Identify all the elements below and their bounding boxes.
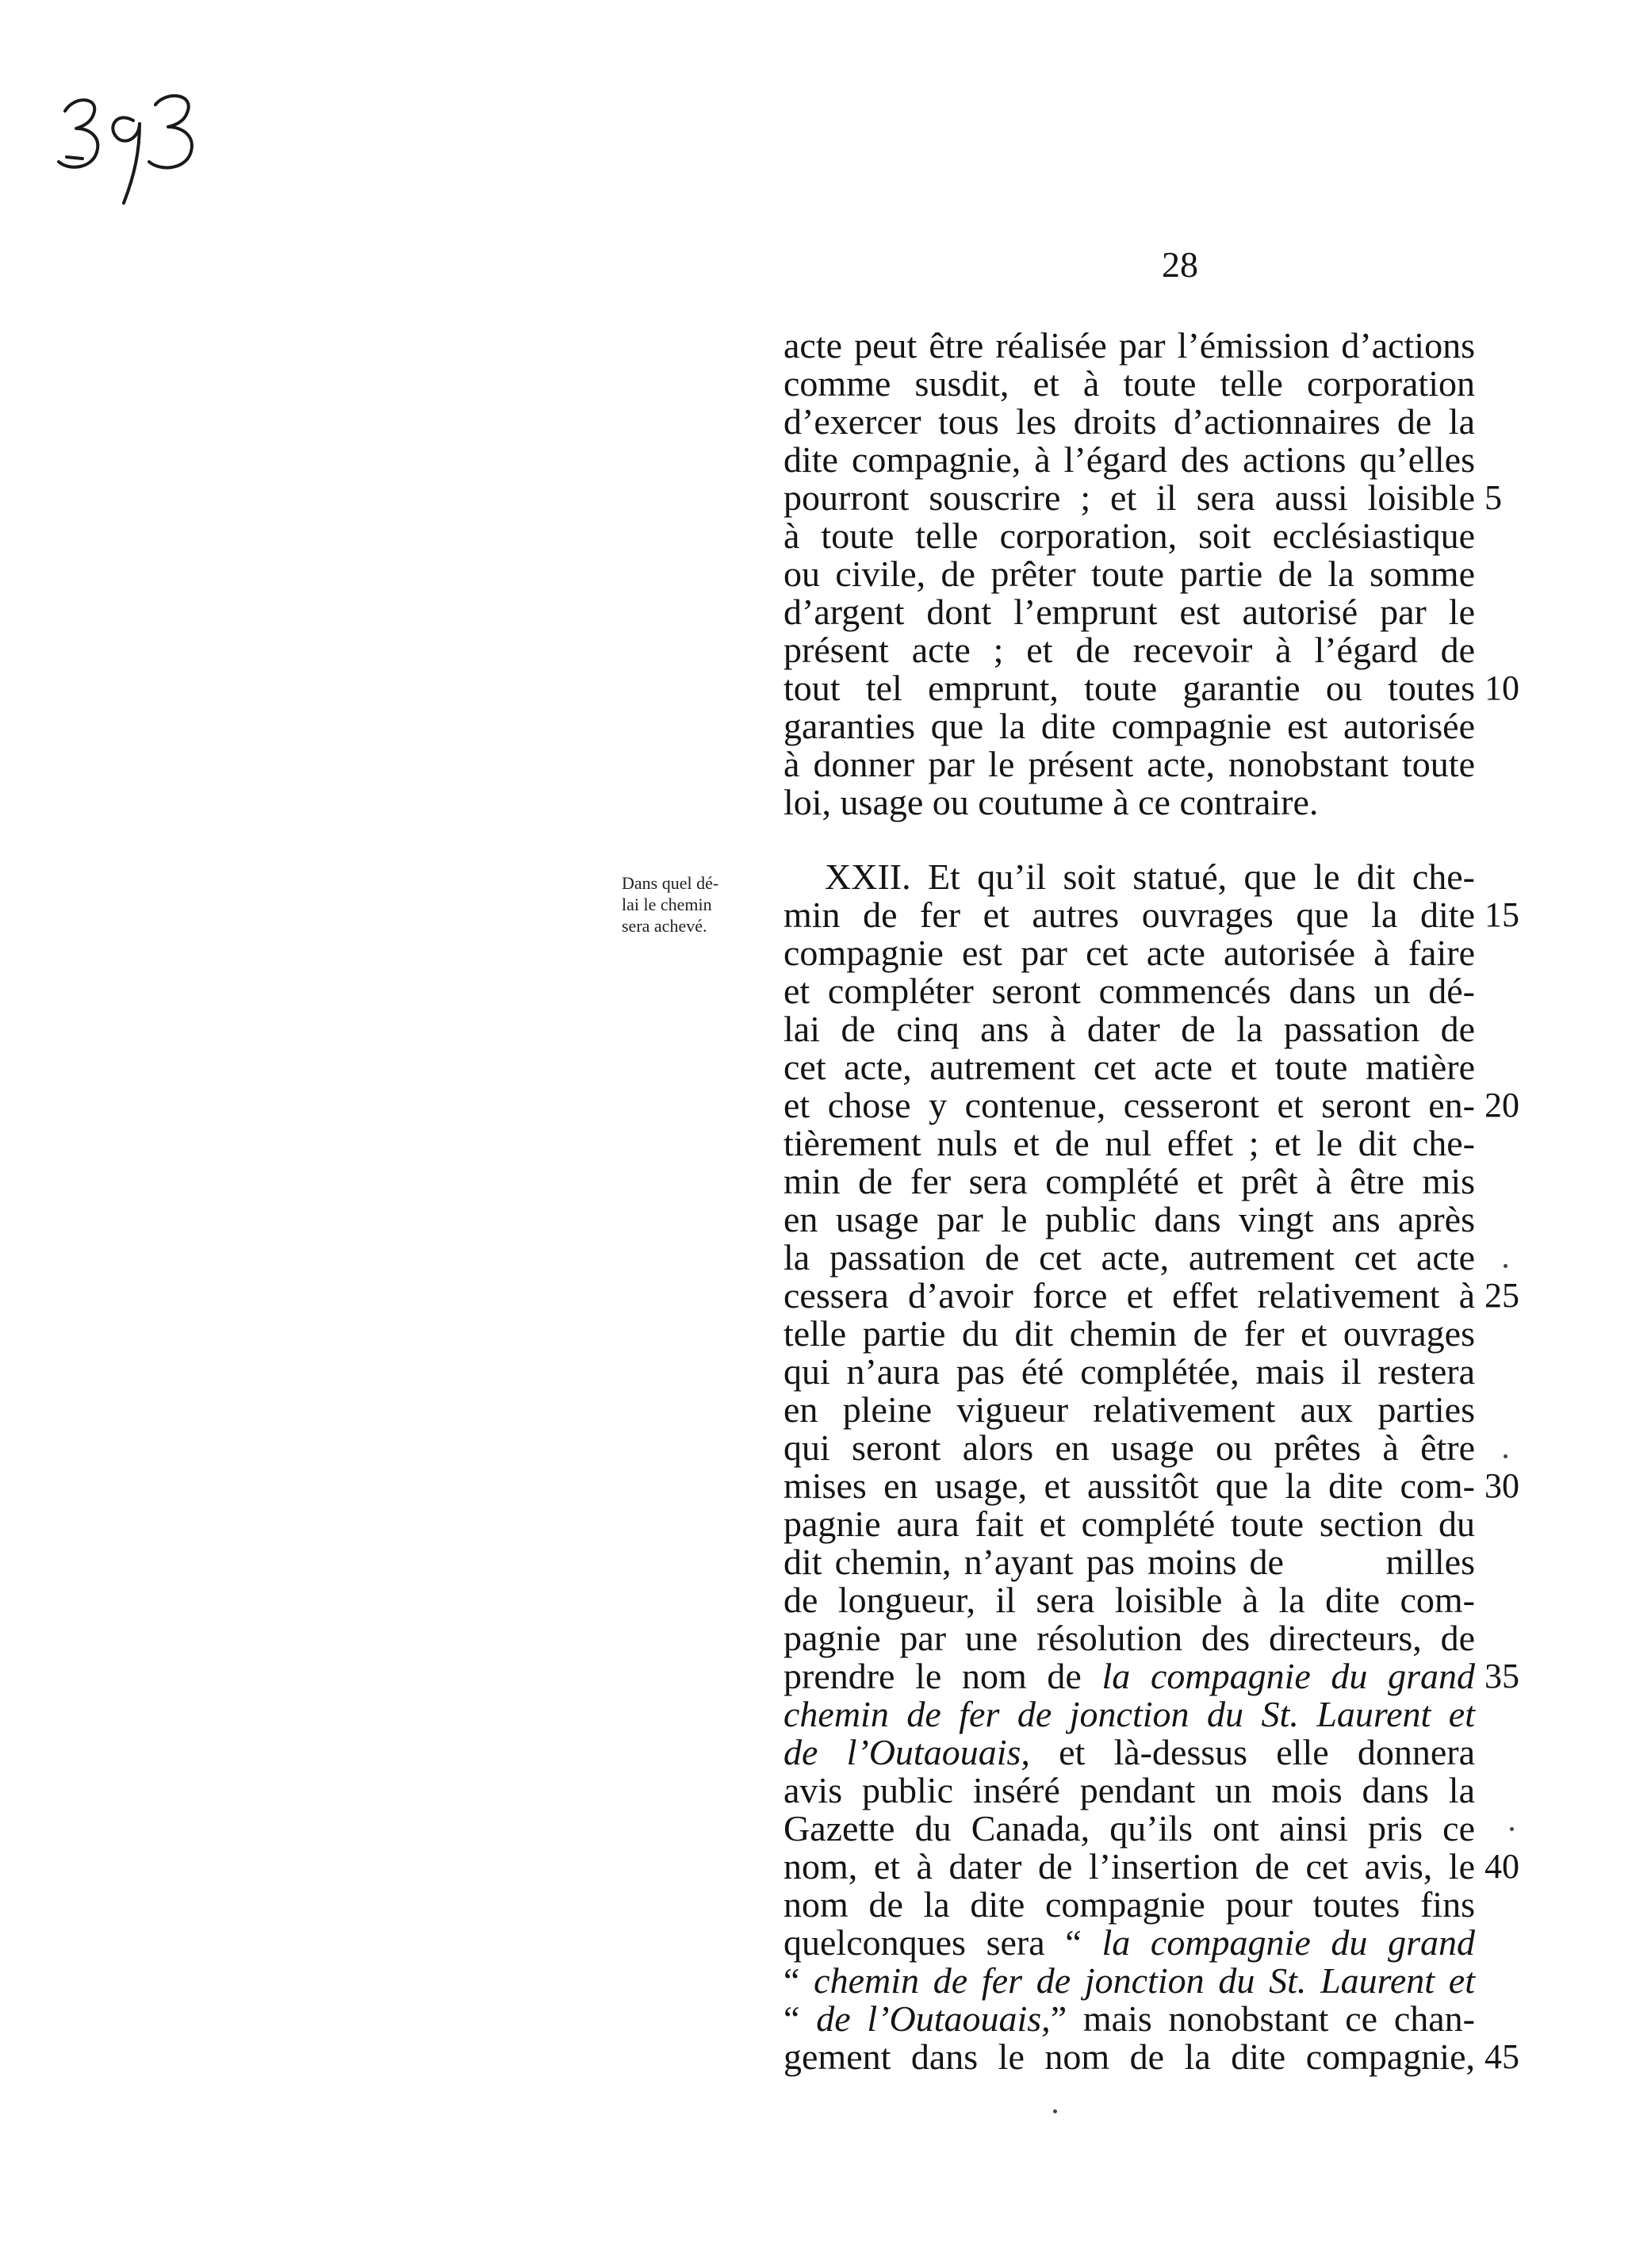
line-number: 10 xyxy=(1485,669,1519,707)
text-line: la passation de cet acte, autrement cet acte xyxy=(783,1237,1475,1278)
margin-note-line: Dans quel dé- xyxy=(622,873,719,893)
line-number: 40 xyxy=(1485,1847,1519,1886)
italic-company-name: chemin de fer de jonction du St. Laurent et xyxy=(783,1694,1475,1734)
text-line: telle partie du dit chemin de fer et ouvrages xyxy=(783,1313,1475,1354)
text-span: quelconques sera “ xyxy=(783,1922,1102,1963)
text-line: à donner par le présent acte, nonobstant toute xyxy=(783,744,1475,784)
text-line: ou civile, de prêter toute partie de la somme xyxy=(783,554,1475,594)
text-line: d’argent dont l’emprunt est autorisé par le xyxy=(783,592,1475,632)
handwritten-folio-393 xyxy=(51,79,225,214)
line-number: 15 xyxy=(1485,895,1519,934)
text-line: min de fer sera complété et prêt à être mis xyxy=(783,1161,1475,1201)
text-line: garanties que la dite compagnie est autorisée xyxy=(783,706,1475,746)
line-number: 20 xyxy=(1485,1086,1519,1124)
text-line: compagnie est par cet acte autorisée à faire xyxy=(783,933,1475,973)
text-line-mixed xyxy=(783,1962,1475,2000)
text-line-mixed xyxy=(783,1924,1475,1962)
text-span: “ xyxy=(783,1998,817,2039)
text-line: pourront souscrire ; et il sera aussi loisible xyxy=(783,477,1475,518)
text-line: min de fer et autres ouvrages que la dite xyxy=(783,895,1475,935)
text-line: de longueur, il sera loisible à la dite com- xyxy=(783,1580,1475,1620)
text-line: acte peut être réalisée par l’émission d’actions xyxy=(783,325,1475,366)
page-number: 28 xyxy=(1162,244,1198,285)
section-heading-line: XXII. Et qu’il soit statué, que le dit che- xyxy=(825,856,1475,897)
text-line: gement dans le nom de la dite compagnie, xyxy=(783,2036,1475,2077)
text-span: “ xyxy=(783,1960,814,2001)
print-speck xyxy=(1504,1454,1507,1458)
text-span: ” mais nonobstant ce chan- xyxy=(1050,1998,1475,2039)
text-line-italic xyxy=(783,1695,1475,1734)
text-line: tièrement nuls et de nul effet ; et le dit che- xyxy=(783,1123,1475,1163)
text-line: loi, usage ou coutume à ce contraire. xyxy=(783,782,1319,822)
italic-company-name: de l’Outaouais, xyxy=(783,1732,1030,1772)
text-line: qui n’aura pas été complétée, mais il restera xyxy=(783,1351,1475,1392)
italic-company-name: de l’Outaouais, xyxy=(816,1998,1051,2039)
line-number: 35 xyxy=(1485,1657,1519,1695)
text-line: pagnie par une résolution des directeurs, de xyxy=(783,1618,1475,1658)
text-line: qui seront alors en usage ou prêtes à être xyxy=(783,1427,1475,1468)
italic-company-name: chemin de fer de jonction du St. Laurent et xyxy=(814,1960,1475,2001)
text-line-mixed xyxy=(783,1734,1475,1772)
text-line: nom, et à dater de l’insertion de cet avis, le xyxy=(783,1846,1475,1887)
line-number: 30 xyxy=(1485,1466,1519,1505)
margin-note-line: sera achevé. xyxy=(622,916,707,936)
print-speck xyxy=(1510,1827,1514,1831)
text-line-mixed xyxy=(783,2000,1475,2038)
text-line: dit chemin, n’ayant pas moins de milles xyxy=(783,1542,1475,1582)
text-line: Gazette du Canada, qu’ils ont ainsi pris ce xyxy=(783,1808,1475,1848)
print-speck xyxy=(1504,1264,1507,1268)
text-line: tout tel emprunt, toute garantie ou toutes xyxy=(783,668,1475,708)
text-line-mixed xyxy=(783,1657,1475,1695)
text-line: dite compagnie, à l’égard des actions qu’elles xyxy=(783,439,1475,480)
text-line: en usage par le public dans vingt ans après xyxy=(783,1199,1475,1239)
text-span: prendre le nom de xyxy=(783,1656,1102,1696)
margin-note xyxy=(622,872,772,937)
text-line: cet acte, autrement cet acte et toute matière xyxy=(783,1047,1475,1087)
line-number: 25 xyxy=(1485,1276,1519,1315)
text-line: cessera d’avoir force et effet relativement à xyxy=(783,1275,1475,1316)
text-line: et compléter seront commencés dans un dé- xyxy=(783,971,1475,1011)
text-line: à toute telle corporation, soit ecclésiastique xyxy=(783,515,1475,556)
text-line: d’exercer tous les droits d’actionnaires de la xyxy=(783,401,1475,442)
text-line: pagnie aura fait et complété toute section du xyxy=(783,1504,1475,1544)
text-line: comme susdit, et à toute telle corporation xyxy=(783,363,1475,404)
italic-company-name: la compagnie du grand xyxy=(1101,1656,1475,1696)
line-number: 5 xyxy=(1485,478,1502,517)
text-line: et chose y contenue, cesseront et seront en- xyxy=(783,1085,1475,1125)
text-line: nom de la dite compagnie pour toutes fins xyxy=(783,1884,1475,1925)
margin-note-line: lai le chemin xyxy=(622,895,712,914)
text-line: lai de cinq ans à dater de la passation de xyxy=(783,1009,1475,1049)
italic-company-name: la compagnie du grand xyxy=(1101,1922,1476,1963)
text-line: présent acte ; et de recevoir à l’égard de xyxy=(783,630,1475,670)
line-number: 45 xyxy=(1485,2037,1519,2076)
print-speck xyxy=(1053,2109,1057,2113)
text-line: en pleine vigueur relativement aux parties xyxy=(783,1389,1475,1430)
text-span: et là-dessus elle donnera xyxy=(1029,1732,1475,1772)
text-line: avis public inséré pendant un mois dans la xyxy=(783,1770,1475,1810)
text-line: mises en usage, et aussitôt que la dite com- xyxy=(783,1465,1475,1506)
